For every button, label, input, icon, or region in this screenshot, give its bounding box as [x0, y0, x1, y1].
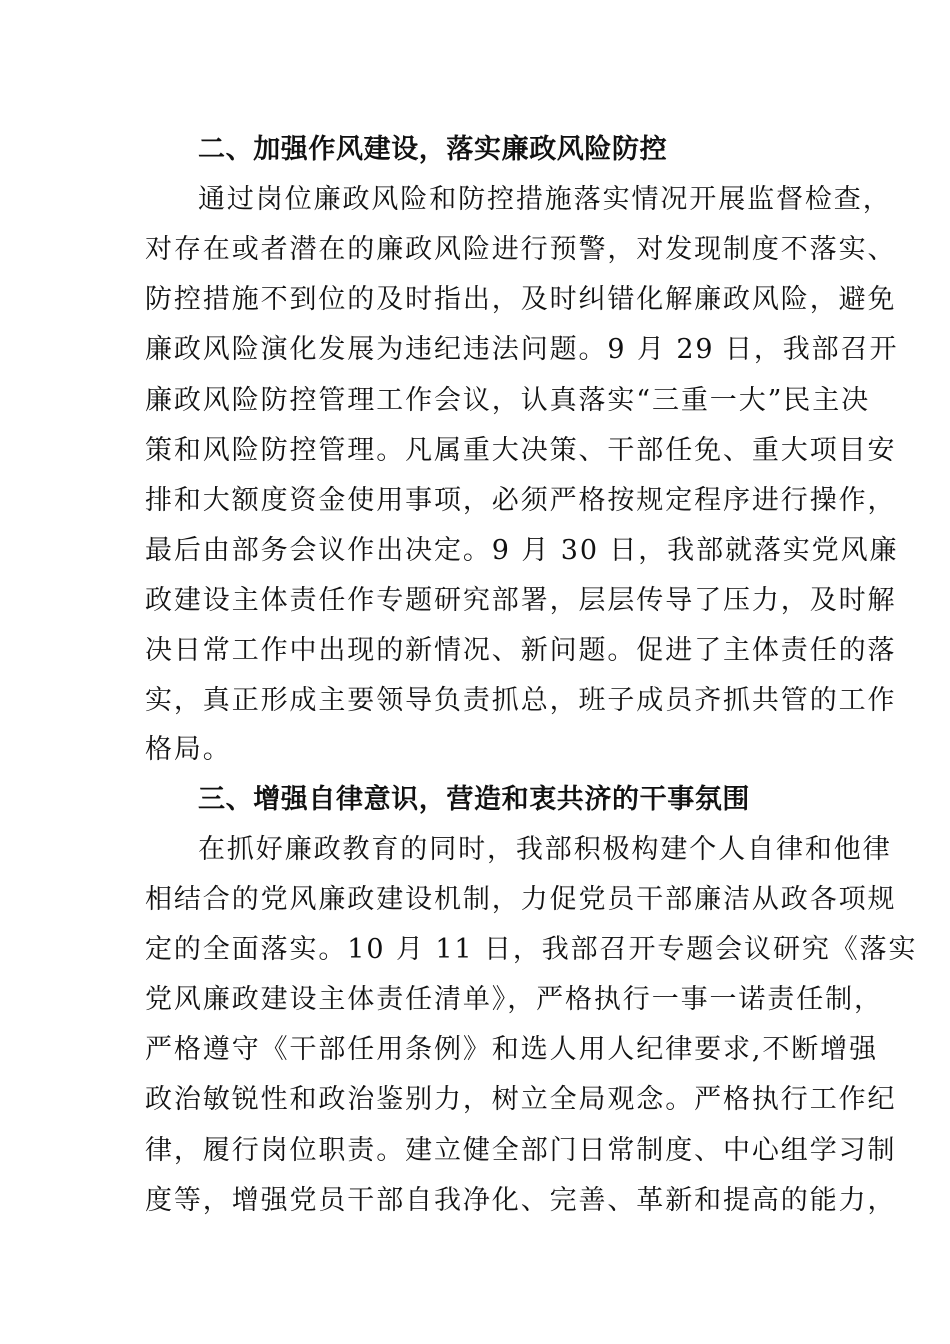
- section-heading: 三、增强自律意识，营造和衷共济的干事氛围: [198, 784, 750, 815]
- paragraph-line: 排和大额度资金使用事项，必须严格按规定程序进行操作，: [145, 485, 897, 516]
- paragraph-line: 格局。: [145, 734, 232, 765]
- paragraph-line: 对存在或者潜在的廉政风险进行预警，对发现制度不落实、: [145, 234, 897, 265]
- paragraph-line: 党风廉政建设主体责任清单》，严格执行一事一诺责任制，: [145, 984, 883, 1015]
- paragraph-line: 政建设主体责任作专题研究部署，层层传导了压力，及时解: [145, 585, 897, 616]
- paragraph-line: 廉政风险防控管理工作会议，认真落实“三重一大”民主决: [145, 385, 871, 416]
- paragraph-line: 律，履行岗位职责。建立健全部门日常制度、中心组学习制: [145, 1135, 897, 1166]
- paragraph-line: 严格遵守《干部任用条例》和选人用人纪律要求,不断增强: [145, 1034, 878, 1065]
- paragraph-line: 策和风险防控管理。凡属重大决策、干部任免、重大项目安: [145, 435, 897, 466]
- paragraph-line: 决日常工作中出现的新情况、新问题。促进了主体责任的落: [145, 635, 897, 666]
- paragraph-line: 防控措施不到位的及时指出，及时纠错化解廉政风险，避免: [145, 284, 897, 315]
- paragraph-line: 最后由部务会议作出决定。9 月 30 日，我部就落实党风廉: [145, 535, 899, 566]
- paragraph-line: 廉政风险演化发展为违纪违法问题。9 月 29 日，我部召开: [145, 334, 899, 365]
- paragraph-line: 度等，增强党员干部自我净化、完善、革新和提高的能力，: [145, 1185, 897, 1216]
- paragraph-line: 政治敏锐性和政治鉴别力，树立全局观念。严格执行工作纪: [145, 1084, 897, 1115]
- paragraph-line: 实，真正形成主要领导负责抓总，班子成员齐抓共管的工作: [145, 685, 897, 716]
- paragraph-line: 通过岗位廉政风险和防控措施落实情况开展监督检查，: [198, 184, 892, 215]
- paragraph-line: 定的全面落实。10 月 11 日，我部召开专题会议研究《落实: [145, 934, 918, 965]
- paragraph-line: 在抓好廉政教育的同时，我部积极构建个人自律和他律: [198, 834, 892, 865]
- paragraph-line: 相结合的党风廉政建设机制，力促党员干部廉洁从政各项规: [145, 884, 897, 915]
- section-heading: 二、加强作风建设，落实廉政风险防控: [198, 134, 668, 165]
